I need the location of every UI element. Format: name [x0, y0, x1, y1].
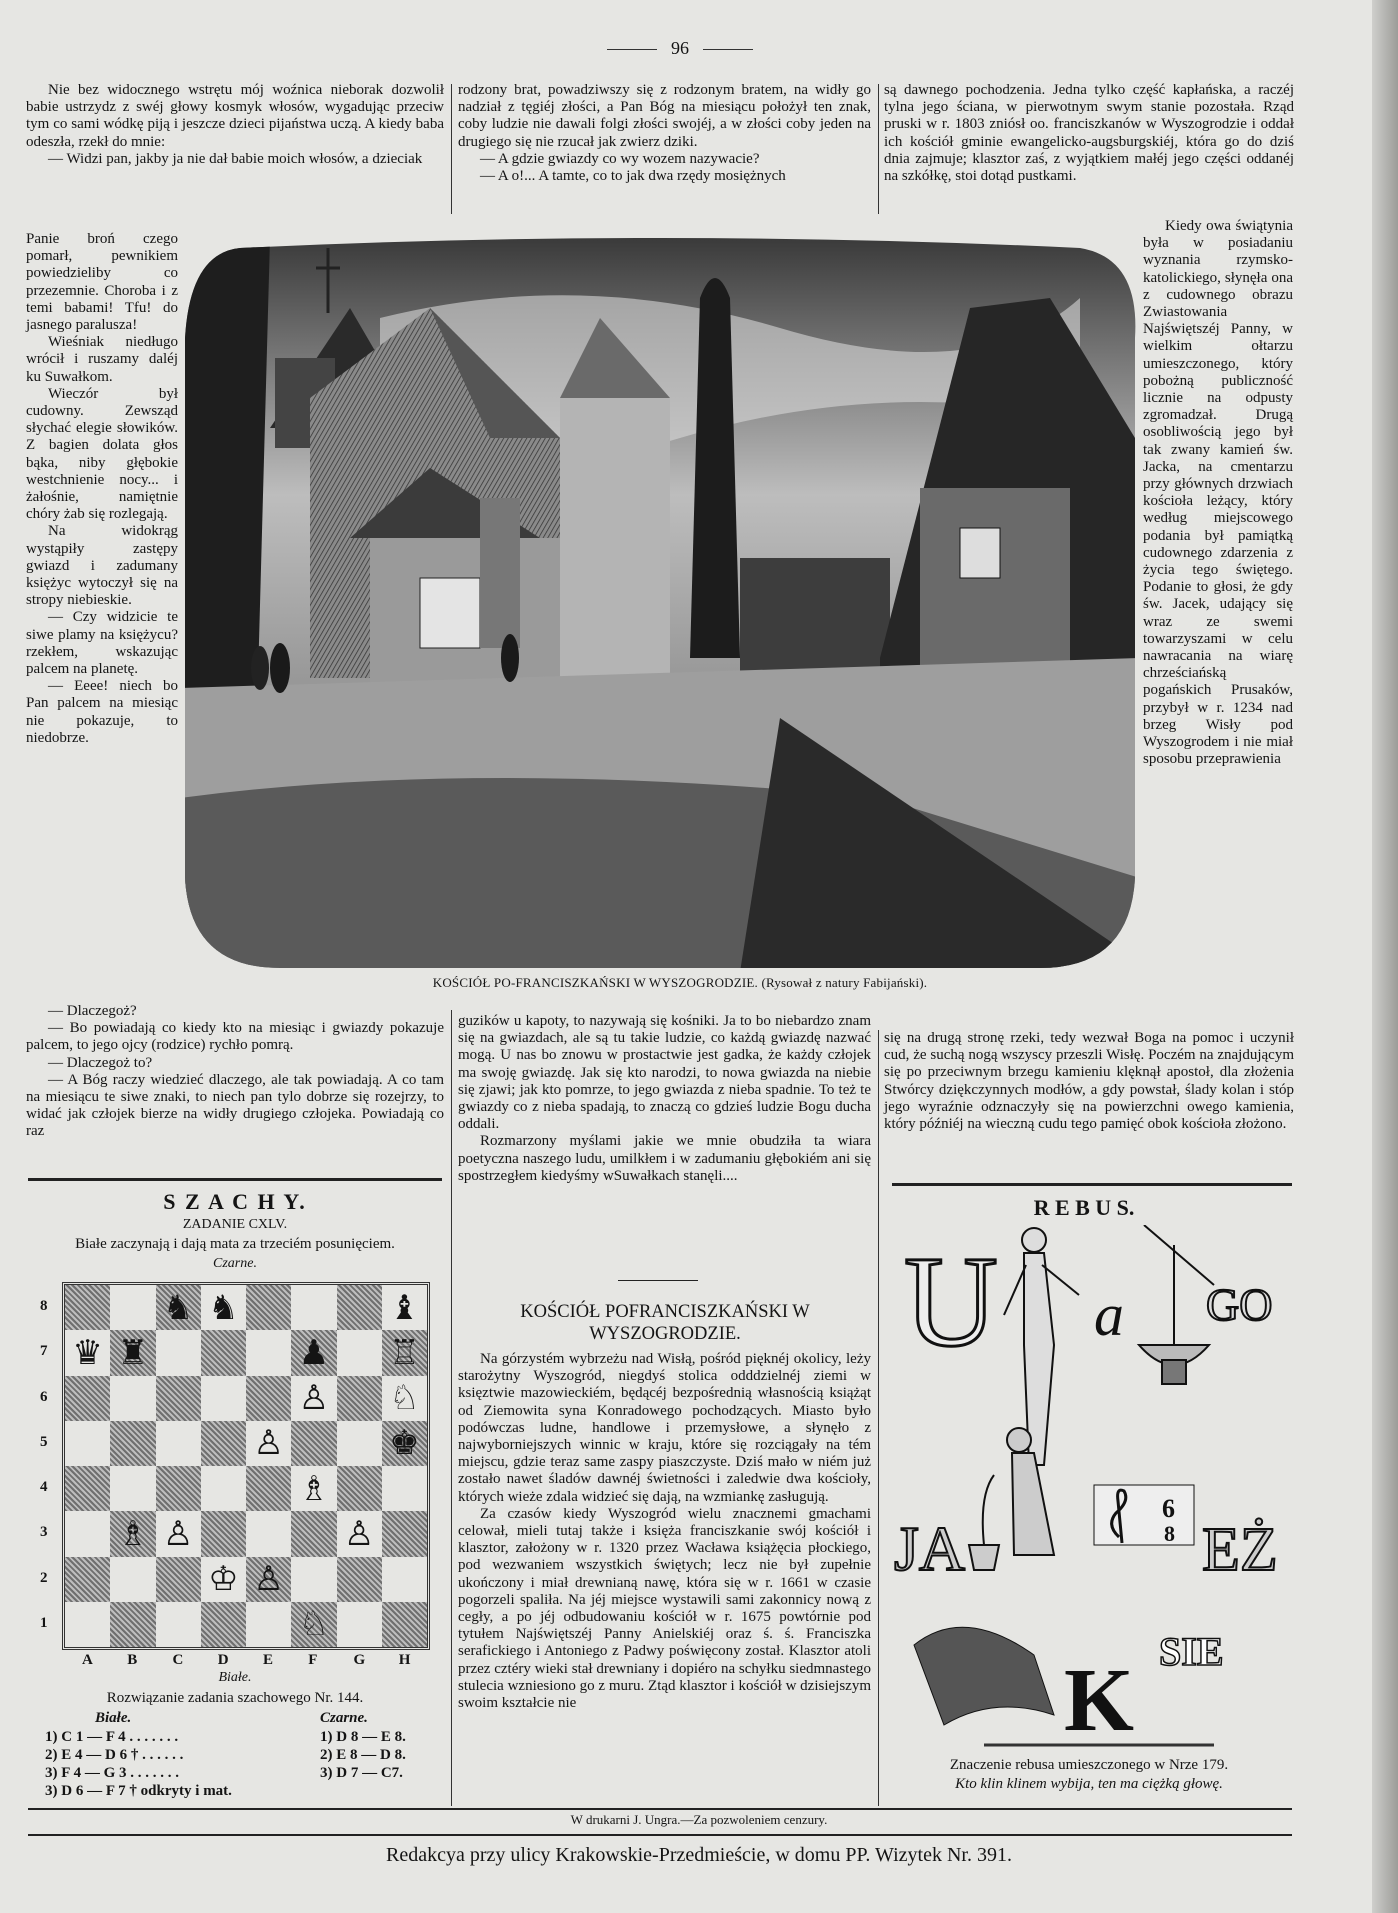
- square-d1: [201, 1602, 246, 1647]
- square-h6: [382, 1376, 427, 1421]
- square-f4: [291, 1466, 336, 1511]
- article-col1-top: [26, 82, 444, 168]
- square-b5: [110, 1421, 155, 1466]
- chess-piece-icon: ♗: [298, 1468, 330, 1509]
- church-article: [456, 1275, 874, 1712]
- black-move: 3) D 7 — C7.: [320, 1765, 403, 1781]
- article-narrow-left: [26, 231, 178, 747]
- solution-white-label: Białe.: [95, 1710, 132, 1726]
- square-b4: [110, 1466, 155, 1511]
- column-rule: [451, 1010, 452, 1806]
- chess-piece-icon: ♘: [298, 1604, 330, 1645]
- rebus-title: R E B U S.: [1033, 1195, 1135, 1220]
- square-e5: [246, 1421, 291, 1466]
- article-col2-top: [458, 82, 871, 185]
- paragraph: Rozmarzony myślami jakie we mnie obudziła ta wiara poetyczna naszego ludu, umilkłem i w zadumaniu głębokiém ani się spostrzegłem kiedyśmy wSuwałkach stanęli....: [458, 1133, 871, 1184]
- square-d7: [201, 1330, 246, 1375]
- chess-section: [26, 1178, 444, 1804]
- rank-label: 1: [40, 1614, 48, 1631]
- rebus-letter-a: a: [1094, 1282, 1124, 1348]
- square-f1: [291, 1602, 336, 1647]
- file-label: D: [217, 1652, 229, 1668]
- music-notation-icon: [1094, 1485, 1194, 1546]
- square-c6: [156, 1376, 201, 1421]
- square-h5: [382, 1421, 427, 1466]
- time-signature-top: 6: [1162, 1494, 1175, 1523]
- square-g6: [337, 1376, 382, 1421]
- paragraph: Na widokrąg wystąpiły zastępy gwiazd i zadumany księżyc wytoczył się na stropy niebieskie.: [26, 523, 178, 609]
- square-c3: [156, 1511, 201, 1556]
- page-number-text: 96: [671, 38, 689, 58]
- rebus-letters-sie: SIE: [1159, 1629, 1224, 1674]
- page-number: [580, 38, 780, 59]
- file-label: C: [172, 1652, 184, 1668]
- printer-note: W drukarni J. Ungra.—Za pozwoleniem cenzury.: [570, 1812, 828, 1827]
- square-a2: [65, 1557, 110, 1602]
- rebus-letter-k: K: [1064, 1651, 1135, 1750]
- chess-piece-icon: ♝: [389, 1287, 420, 1328]
- square-h4: [382, 1466, 427, 1511]
- section-divider: [28, 1178, 442, 1181]
- chess-piece-icon: ♞: [162, 1287, 194, 1328]
- square-a6: [65, 1376, 110, 1421]
- paragraph: Kiedy owa świątynia była w posiadaniu wyznania rzymsko-katolickiego, słynęła ona z cudownego obrazu Zwiastowania Najświętszéj Panny, w wielkim ołtarzu umieszczonego, który pobożną publiczność licznie na odpusty zgromadzał. Drugą osobliwością jego był tak zwany kamień św. Jacka, na cmentarzu przy głównych drzwiach kościoła leżący, który według miejscowego podania był pamiątką cudownego zdarzenia z życia tego świętego. Podanie to głosi, że gdy św. Jacek, udający się wraz ze swemi towarzyszami w celu nawracania na wiarę chrześciańską pogańskich Prusaków, przybył w r. 1234 nad brzeg Wisły pod Wyszogrodem i nie miał sposobu przeprawienia: [1143, 218, 1293, 768]
- solution-moves: [45, 1729, 445, 1801]
- file-label: E: [263, 1652, 274, 1668]
- article-col2-church: [458, 1351, 871, 1712]
- paragraph: — A Bóg raczy wiedzieć dlaczego, ale tak powiadają. A co tam na miesiącu te siwe znaki, to niech pan tylo dobrze się rozejrzy, to widać jak człojek bierze na widły drugiego człojeka. Powiadają co raz: [26, 1071, 444, 1140]
- rank-label: 7: [40, 1343, 48, 1360]
- flag-icon: [914, 1627, 1054, 1725]
- square-e6: [246, 1376, 291, 1421]
- footer-rule: [28, 1808, 1292, 1810]
- file-label: A: [82, 1652, 93, 1668]
- scale-icon: [1139, 1225, 1214, 1384]
- black-side-label: Czarne.: [213, 1256, 257, 1271]
- white-side-label: Białe.: [218, 1670, 252, 1685]
- move-row: [45, 1747, 445, 1765]
- rebus-answer: Kto klin klinem wybija, ten ma ciężką głowę.: [955, 1776, 1223, 1792]
- square-c1: [156, 1602, 201, 1647]
- column-rule: [878, 1030, 879, 1806]
- article-narrow-right: [1143, 218, 1293, 769]
- square-a7: [65, 1330, 110, 1375]
- chess-piece-icon: ♙: [253, 1423, 284, 1464]
- rank-label: 6: [40, 1388, 48, 1405]
- square-g7: [337, 1330, 382, 1375]
- square-f3: [291, 1511, 336, 1556]
- rebus-answer-intro: Znaczenie rebusa umieszczonego w Nrze 179.: [949, 1757, 1229, 1773]
- article-col1-bottom: [26, 1003, 444, 1141]
- rebus-letter-u: U: [904, 1230, 998, 1374]
- chess-piece-icon: ♜: [117, 1332, 149, 1373]
- rank-label: 2: [40, 1569, 48, 1586]
- square-a4: [65, 1466, 110, 1511]
- white-move: 3) D 6 — F 7 † odkryty i mat.: [45, 1783, 232, 1799]
- paragraph: są dawnego pochodzenia. Jedna tylko część kapłańska, a raczéj tylna jego ściana, w pierwotnym swym stanie pozostała. Rząd pruski w r. 1803 zniósł oo. franciszkanów w Wyszogrodzie i oddał ich kościół gminie ewangelicko-augsburgskiéj, która go do dziś dnia zajmuje; klasztor zaś, z wyjątkiem małéj jego części oddanéj na szkółkę, stoi dotąd pustkami.: [884, 82, 1294, 185]
- chess-piece-icon: ♛: [72, 1332, 103, 1373]
- solution-title: Rozwiązanie zadania szachowego Nr. 144.: [106, 1690, 364, 1706]
- square-c8: [156, 1285, 201, 1330]
- black-move: 1) D 8 — E 8.: [320, 1729, 406, 1745]
- square-b3: [110, 1511, 155, 1556]
- black-move: 2) E 8 — D 8.: [320, 1747, 406, 1763]
- paragraph: Nie bez widocznego wstrętu mój woźnica nieborak dozwolił babie ustrzydz z swéj głowy kosmyk włosów, wygadując przeciw tym co sami wódkę piją i jeszcze dzieci pijaństwa uczą. A kiedy baba odeszła, rzekł do mnie:: [26, 82, 444, 150]
- paragraph: — Dlaczegoż?: [48, 1003, 137, 1019]
- chess-piece-icon: ♞: [208, 1287, 239, 1328]
- square-g1: [337, 1602, 382, 1647]
- square-f7: [291, 1330, 336, 1375]
- paragraph: Wieśniak niedługo wrócił i ruszamy daléj ku Suwałkom.: [26, 334, 178, 385]
- paragraph: Na górzystém wybrzeżu nad Wisłą, pośród pięknéj okolicy, leży starożytny Wyszogród, niegdyś stolica odddzielnéj ziemi w księztwie mazowieckiém, będącéj bezpośrednią własnością książąt od Ziemowita syna Konradowego pochodzących. Miasto było podówczas ludne, handlowe i przemysłowe, a słynęło z najwyborniejszych winnic w kraju, które się rozciągały na tém miejscu, gdzie teraz same zaspy piaszczyste. Dziś mało w niém już zostało nawet śladów dawnéj świetności i zaledwie dwa kościoły, których wieże zdala widzieć się dają, na wzmiankę zasługują.: [458, 1351, 871, 1505]
- square-e7: [246, 1330, 291, 1375]
- square-b6: [110, 1376, 155, 1421]
- square-a5: [65, 1421, 110, 1466]
- article-col3-top: [884, 82, 1294, 185]
- adjacent-page-edge: [1372, 0, 1398, 1913]
- column-rule: [451, 84, 452, 214]
- square-d5: [201, 1421, 246, 1466]
- square-h1: [382, 1602, 427, 1647]
- chess-piece-icon: ♙: [253, 1559, 284, 1600]
- white-move: 3) F 4 — G 3 . . . . . . .: [45, 1765, 180, 1781]
- square-g5: [337, 1421, 382, 1466]
- square-b2: [110, 1557, 155, 1602]
- square-f8: [291, 1285, 336, 1330]
- square-g3: [337, 1511, 382, 1556]
- square-a3: [65, 1511, 110, 1556]
- paragraph: Panie broń czego pomarł, pewnikiem powiedzieliby co przezemnie. Choroba i z temi babami! Tfu! do jasnego paralusza!: [26, 231, 178, 334]
- paragraph: się na drugą stronę rzeki, tedy wezwał Boga na pomoc i uczynił cud, że suchą nogą wszyscy przeszli Wisłę. Poczém na znajdującym się po przeciwnym brzegu kamieniu klęknął apostoł, dla złożenia Stwórcy dziękczynnych modłów, a gdy powstał, ślady kolan i stóp jego wyraźnie odznaczyły się na powierzchni owego kamienia, który późniéj na wieczną cudu tego pamięć obok kościoła złożono.: [884, 1030, 1294, 1133]
- chess-instruction: Białe zaczynają i dają mata za trzeciém posunięciem.: [75, 1236, 395, 1252]
- square-d4: [201, 1466, 246, 1511]
- article-col2-bottom: [458, 1013, 871, 1185]
- file-label: B: [127, 1652, 138, 1668]
- article-title: KOŚCIÓŁ POFRANCISZKAŃSKI W WYSZOGRODZIE.: [520, 1302, 810, 1344]
- square-e2: [246, 1557, 291, 1602]
- page-footer: [0, 1806, 1398, 1878]
- square-b8: [110, 1285, 155, 1330]
- paragraph: guzików u kapoty, to nazywają się kośniki. Ja to bo niebardzo znam się na gwiazdach, ale są tu takie ludzie, co każdą gwiazdę nazwać mogą. U nas bo znowu w prostactwie jest gadka, że każdy człojek ma swoję gwiazdę. Jak się kto narodzi, to nowa gwiazda na niebie się zjawi; jak kto pomrze, to jego gwiazda z nieba spadnie. To też te gwiazdy co z nieba spadają, to znaczą co gdzieś ludzie Bogu ducha oddali.: [458, 1013, 871, 1133]
- square-c2: [156, 1557, 201, 1602]
- rebus-section: [884, 1183, 1294, 1797]
- square-f2: [291, 1557, 336, 1602]
- time-signature-bottom: 8: [1164, 1521, 1175, 1546]
- rebus-illustration: [884, 1225, 1294, 1750]
- rank-label: 5: [40, 1433, 48, 1450]
- chess-piece-icon: ♙: [162, 1513, 194, 1554]
- paragraph: Wieczór był cudowny. Zewsząd słychać elegie słowików. Z bagien dolata głos bąka, niby głębokie westchnienie nocy... i żałośnie, namiętnie chóry żab się rozlegają.: [26, 385, 178, 523]
- paragraph: Za czasów kiedy Wyszogród wielu znacznemi gmachami celował, mieli tutaj także i księża franciszkanie swój kościół i klasztor, założony w r. 1320 przez Wacława książęcia płockiego, pod wezwaniem wszystkich świętych; lecz nie był zupełnie ukończony i miał drewnianą nawę, która się w r. 1661 w czasie pogorzeli spaliła. Na jéj miejsce wystawili sami zakonnicy nową z cegły, a po jéj odbudowaniu kościół w r. 1675 powtórnie pod tytułem Najświętszéj Panny Anielskiéj oraz ś. ś. Franciszka serafickiego i Antoniego z Padwy poświęcony został. Klasztor atoli przez cztéry wieki stał drewniany i dopiéro na schyłku siedmnastego stulecia wzniesiono go z muru. Ztąd klasztor i kościół w dzisiejszym swoim kształcie nie: [458, 1505, 871, 1712]
- square-c5: [156, 1421, 201, 1466]
- illustration-caption: KOŚCIÓŁ PO-FRANCISZKAŃSKI W WYSZOGRODZIE. (Rysował z natury Fabijański).: [432, 975, 928, 990]
- square-d3: [201, 1511, 246, 1556]
- square-h7: [382, 1330, 427, 1375]
- column-rule: [878, 84, 879, 214]
- file-label: F: [308, 1652, 318, 1668]
- square-d2: [201, 1557, 246, 1602]
- paragraph: — A o!... A tamte, co to jak dwa rzędy mosiężnych: [480, 168, 786, 185]
- chess-piece-icon: ♔: [208, 1559, 239, 1600]
- paragraph: — Eeee! niech bo Pan palcem na miesiąc nie pokazuje, to niedobrze.: [26, 678, 178, 746]
- square-h2: [382, 1557, 427, 1602]
- square-h8: [382, 1285, 427, 1330]
- paragraph: — Czy widzicie te siwe plamy na księżycu? rzekłem, wskazując palcem na planetę.: [26, 609, 178, 678]
- move-row: [45, 1783, 445, 1801]
- chess-problem-number: ZADANIE CXLV.: [182, 1217, 288, 1232]
- square-g2: [337, 1557, 382, 1602]
- paragraph: — Dlaczegoż to?: [48, 1054, 153, 1071]
- paragraph: — A gdzie gwiazdy co wy wozem nazywacie?: [480, 150, 760, 167]
- solution-black-label: Czarne.: [320, 1710, 368, 1726]
- square-a1: [65, 1602, 110, 1647]
- square-e1: [246, 1602, 291, 1647]
- chess-piece-icon: ♟: [298, 1332, 330, 1373]
- square-e4: [246, 1466, 291, 1511]
- move-row: [45, 1729, 445, 1747]
- chess-piece-icon: ♙: [298, 1378, 330, 1419]
- square-b7: [110, 1330, 155, 1375]
- chess-title: S Z A C H Y.: [163, 1189, 307, 1214]
- square-b1: [110, 1602, 155, 1647]
- paragraph: — Widzi pan, jakby ja nie dał babie moich włosów, a dzieciak: [48, 150, 423, 167]
- chess-board: [62, 1282, 430, 1650]
- square-d8: [201, 1285, 246, 1330]
- church-illustration-image: [180, 238, 1140, 972]
- editorial-address: Redakcya przy ulicy Krakowskie-Przedmieście, w domu PP. Wizytek Nr. 391.: [386, 1844, 1012, 1866]
- square-c7: [156, 1330, 201, 1375]
- paragraph: — Bo powiadają co kiedy kto na miesiąc i gwiazdy pokazuje palcem, to jego ojcy (rodzice) rychło pomrą.: [26, 1020, 444, 1054]
- square-h3: [382, 1511, 427, 1556]
- square-e3: [246, 1511, 291, 1556]
- rebus-letters-ja: JA: [894, 1513, 966, 1584]
- square-g8: [337, 1285, 382, 1330]
- rank-label: 3: [40, 1524, 48, 1541]
- white-move: 1) C 1 — F 4 . . . . . . .: [45, 1729, 179, 1745]
- move-row: [45, 1765, 445, 1783]
- rebus-letters-go: GO: [1206, 1279, 1273, 1330]
- square-e8: [246, 1285, 291, 1330]
- rebus-letters-ez: EŻ: [1202, 1516, 1278, 1584]
- paragraph: rodzony brat, powadziwszy się z rodzonym bratem, na widły go nadział z tęgiéj złości, a Pan Bóg na miesiącu położył ten znak, coby ludzie nie dawali folgi złości swojéj, a w złości coby jeden na drugiego się nie rzucał jak zwierz dziki.: [458, 82, 871, 150]
- white-move: 2) E 4 — D 6 † . . . . . .: [45, 1747, 184, 1763]
- square-d6: [201, 1376, 246, 1421]
- chess-piece-icon: ♙: [343, 1513, 375, 1554]
- square-c4: [156, 1466, 201, 1511]
- square-a8: [65, 1285, 110, 1330]
- rebus-picture: [884, 1225, 1294, 1750]
- article-separator: [618, 1280, 698, 1281]
- chess-piece-icon: ♗: [117, 1513, 149, 1554]
- file-label: G: [353, 1652, 366, 1668]
- square-f6: [291, 1376, 336, 1421]
- square-f5: [291, 1421, 336, 1466]
- chess-piece-icon: ♘: [389, 1378, 420, 1419]
- rank-label: 4: [40, 1479, 48, 1495]
- file-label: H: [398, 1652, 411, 1668]
- chess-piece-icon: ♖: [389, 1332, 420, 1373]
- article-col3-bottom: [884, 1030, 1294, 1133]
- footer-rule: [28, 1834, 1292, 1836]
- church-engraving: [180, 238, 1140, 972]
- section-divider: [892, 1183, 1292, 1186]
- rank-label: 8: [40, 1298, 48, 1314]
- square-g4: [337, 1466, 382, 1511]
- chess-piece-icon: ♚: [389, 1423, 420, 1464]
